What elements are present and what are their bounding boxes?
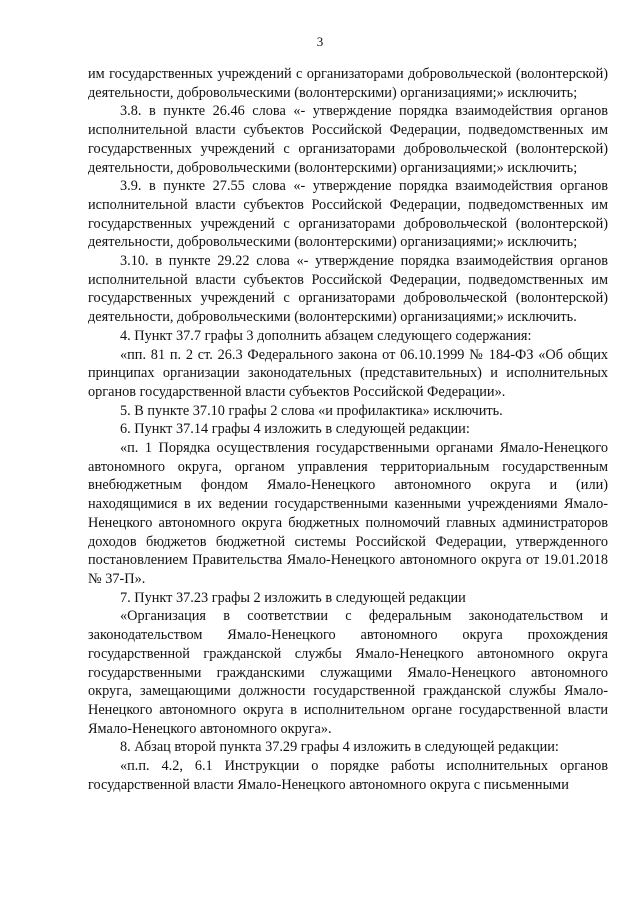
paragraph-7-quote: «Организация в соответствии с федеральным законодательством и законодательством Ямало-Ненецкого автономного округа прохождения государственной гражданской службы Ямало-Ненецкого автономного округа государственными гражданскими служащими Ямало-Ненецкого автономного округа, замещающими должности государственной гражданской службы Ямало-Ненецкого автономного округа в исполнительном органе государственной власти Ямало-Ненецкого автономного округа». — [88, 608, 608, 737]
paragraph-5: 5. В пункте 37.10 графы 2 слова «и профилактика» исключить. — [120, 402, 503, 419]
paragraph-8: 8. Абзац второй пункта 37.29 графы 4 изложить в следующей редакции: — [120, 739, 559, 756]
paragraph-6: 6. Пункт 37.14 графы 4 изложить в следующей редакции: — [120, 421, 470, 438]
paragraph-4-quote: «пп. 81 п. 2 ст. 26.3 Федерального закона от 06.10.1999 № 184-ФЗ «Об общих принципах организации законодательных (представительных) и исполнительных органов государственной власти субъектов Российской Федерации». — [88, 346, 608, 400]
document-body — [88, 65, 608, 794]
paragraph-4: 4. Пункт 37.7 графы 3 дополнить абзацем следующего содержания: — [120, 327, 532, 344]
paragraph-3-8: 3.8. в пункте 26.46 слова «- утверждение порядка взаимодействия органов исполнительной власти субъектов Российской Федерации, подведомственных им государственных учреждений с организаторами добровольческой (волонтерской) деятельности, добровольческими (волонтерскими) организациями;» исключить; — [88, 103, 608, 176]
paragraph-6-quote: «п. 1 Порядка осуществления государственными органами Ямало-Ненецкого автономного округа, органом управления территориальным государственным внебюджетным фондом Ямало-Ненецкого автономного округа и (или) находящимися в их ведении государственными казенными учреждениями Ямало-Ненецкого автономного округа бюджетных полномочий главных администраторов доходов бюджетов бюджетной системы Российской Федерации, утвержденного постановлением Правительства Ямало-Ненецкого автономного округа от 19.01.2018 № 37-П». — [88, 440, 608, 587]
paragraph-3-10: 3.10. в пункте 29.22 слова «- утверждение порядка взаимодействия органов исполнительной власти субъектов Российской Федерации, подведомственных им государственных учреждений с организаторами добровольческой (волонтерской) деятельности, добровольческими (волонтерскими) организациями;» исключить. — [88, 253, 608, 326]
paragraph-3-9: 3.9. в пункте 27.55 слова «- утверждение порядка взаимодействия органов исполнительной власти субъектов Российской Федерации, подведомственных им государственных учреждений с организаторами добровольческой (волонтерской) деятельности, добровольческими (волонтерскими) организациями;» исключить; — [88, 178, 608, 251]
paragraph-7: 7. Пункт 37.23 графы 2 изложить в следующей редакции — [120, 589, 466, 606]
paragraph-continuation: им государственных учреждений с организаторами добровольческой (волонтерской) деятельности, добровольческими (волонтерскими) организациями;» исключить; — [88, 66, 608, 101]
page-number: 3 — [316, 34, 324, 49]
paragraph-8-quote: «п.п. 4.2, 6.1 Инструкции о порядке работы исполнительных органов государственной власти Ямало-Ненецкого автономного округа с письменными — [88, 758, 608, 793]
